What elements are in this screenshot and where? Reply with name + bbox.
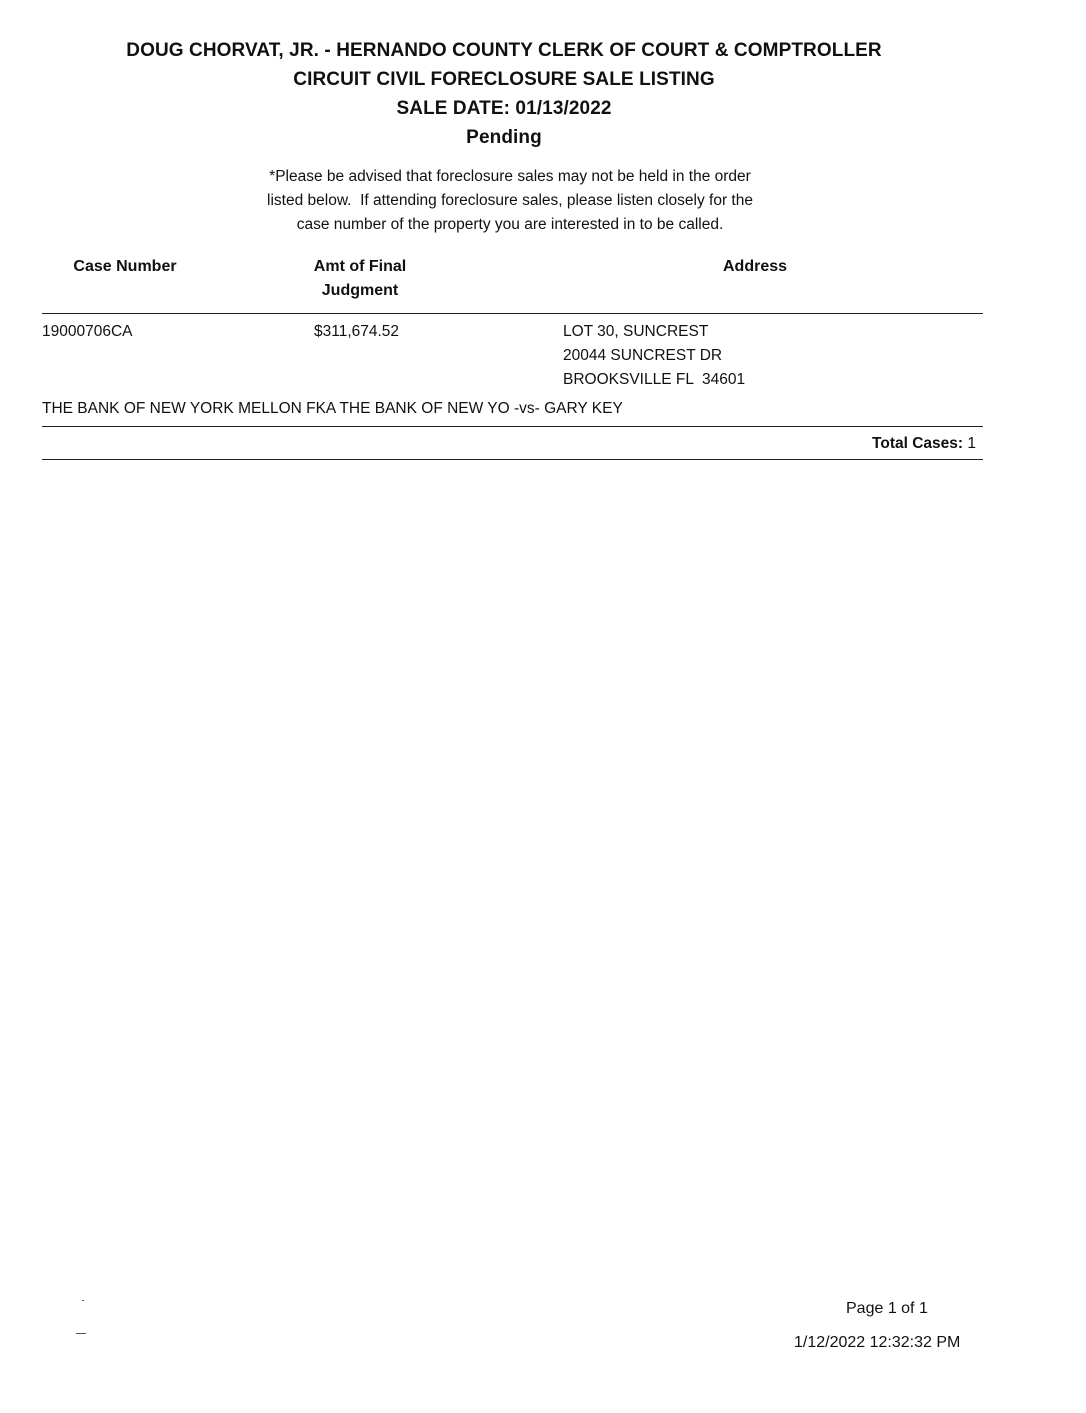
row-divider	[42, 426, 983, 427]
address-cell	[563, 320, 745, 392]
listing-title: CIRCUIT CIVIL FORECLOSURE SALE LISTING	[293, 69, 715, 90]
address-line-1: LOT 30, SUNCREST	[563, 323, 709, 340]
column-header-address: Address	[722, 258, 788, 275]
address-line-2: 20044 SUNCREST DR	[563, 347, 723, 364]
scan-speck	[76, 1333, 86, 1334]
print-timestamp: 1/12/2022 12:32:32 PM	[794, 1334, 961, 1351]
judgment-amount-cell: $311,674.52	[314, 323, 400, 340]
total-cases-label: Total Cases:	[872, 435, 964, 452]
scan-speck	[82, 1300, 84, 1301]
total-cases	[872, 432, 976, 456]
document-header	[0, 36, 1008, 152]
notice-line-2: listed below. If attending foreclosure sales, please listen closely for the	[267, 192, 753, 209]
status-label: Pending	[466, 127, 542, 148]
column-header-amount	[270, 255, 450, 303]
advisory-notice	[200, 165, 820, 237]
sale-date: SALE DATE: 01/13/2022	[396, 98, 612, 119]
column-header-case-number: Case Number	[73, 258, 177, 275]
case-parties: THE BANK OF NEW YORK MELLON FKA THE BANK OF NEW YO -vs- GARY KEY	[42, 400, 623, 417]
notice-line-3: case number of the property you are interested in to be called.	[296, 216, 724, 233]
column-header-amount-line-1: Amt of Final	[313, 258, 407, 275]
total-cases-value: 1	[967, 435, 976, 452]
header-divider	[42, 313, 983, 314]
column-header-amount-line-2: Judgment	[321, 282, 399, 299]
address-line-3: BROOKSVILLE FL 34601	[563, 371, 746, 388]
clerk-title: DOUG CHORVAT, JR. - HERNANDO COUNTY CLERK OF COURT & COMPTROLLER	[126, 40, 882, 61]
notice-line-1: *Please be advised that foreclosure sales may not be held in the order	[269, 168, 751, 185]
footer-divider	[42, 459, 983, 460]
case-number-cell: 19000706CA	[42, 323, 133, 340]
page-number: Page 1 of 1	[846, 1300, 928, 1317]
